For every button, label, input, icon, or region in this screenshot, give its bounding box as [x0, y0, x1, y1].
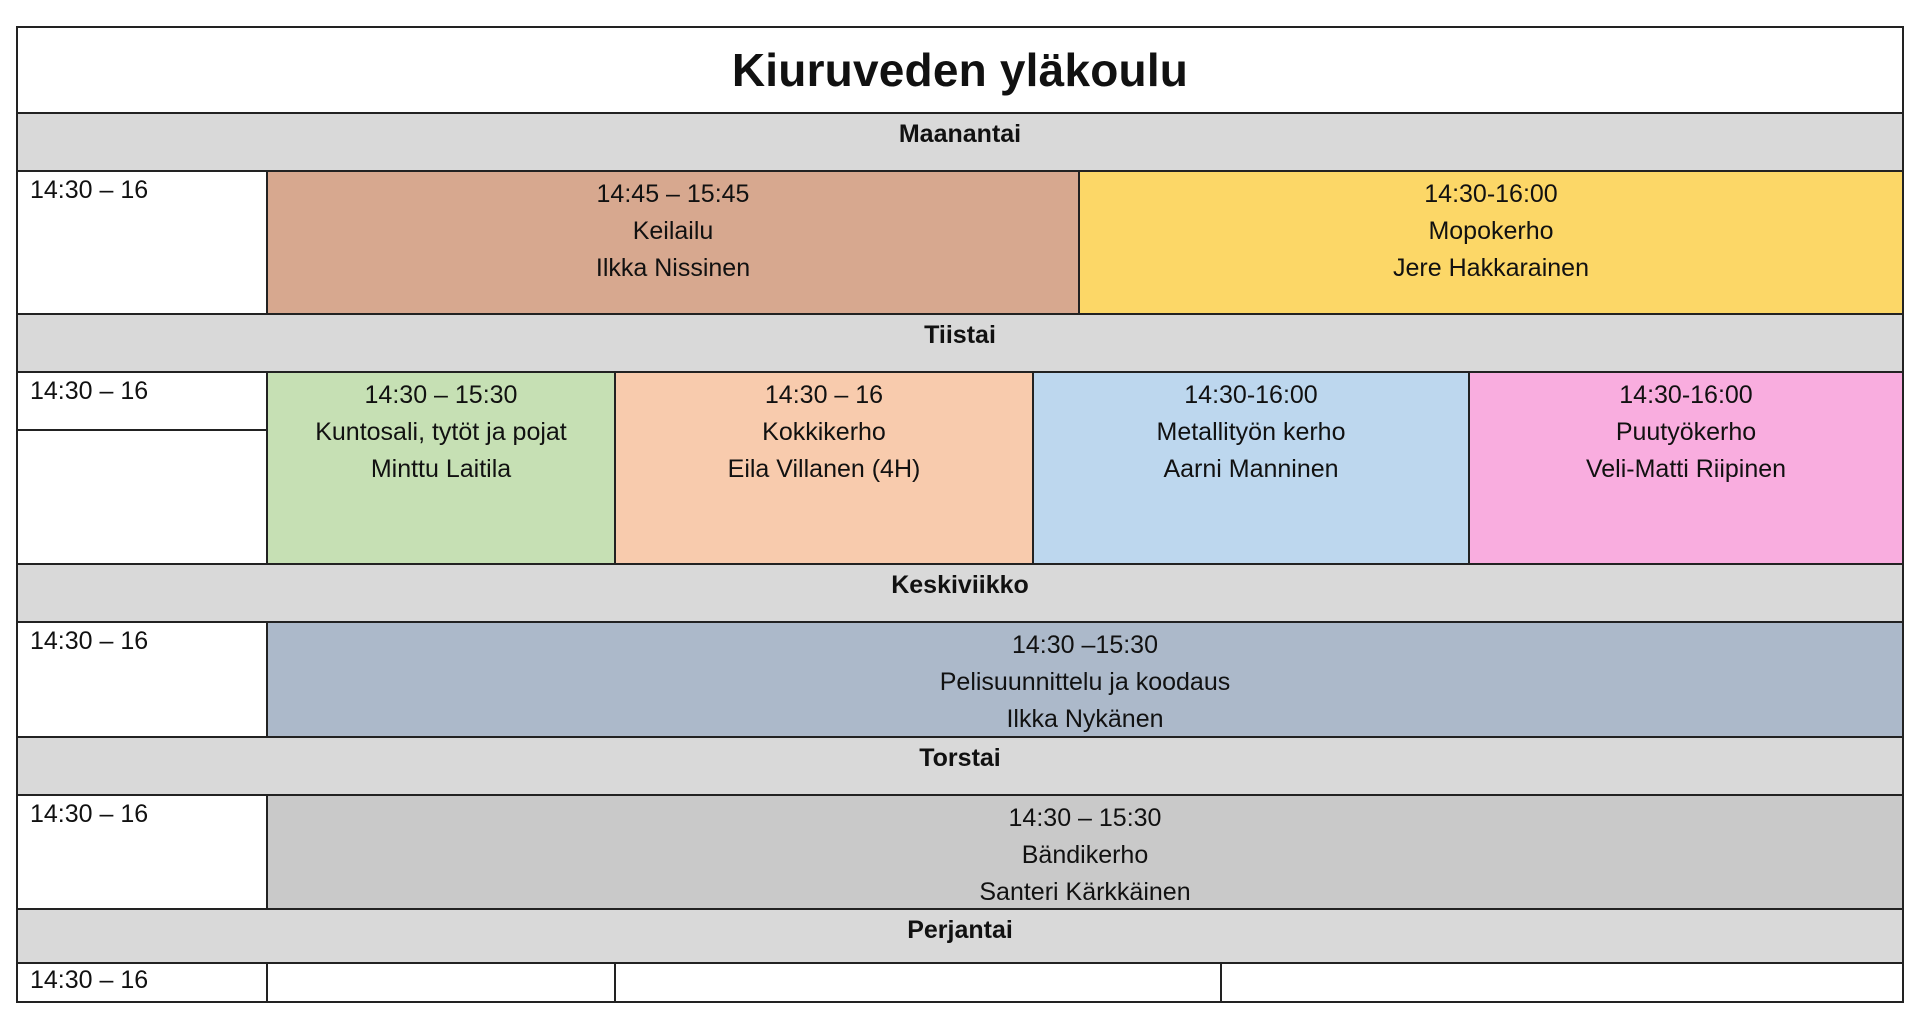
activity-time: 14:30-16:00: [1424, 180, 1558, 208]
page-title: Kiuruveden yläkoulu: [731, 44, 1189, 96]
activity-time: 14:30-16:00: [1184, 381, 1318, 409]
activity-time: 14:30 – 16: [764, 381, 884, 409]
activity-leader: Minttu Laitila: [370, 455, 512, 483]
day-header-tiistai: [16, 315, 1904, 373]
activity-mopokerho: [1080, 172, 1902, 313]
activity-leader: Ilkka Nissinen: [595, 254, 751, 282]
time-cell: [18, 796, 268, 908]
activity-name: Puutyökerho: [1615, 418, 1757, 446]
empty-activity-cell: [616, 964, 1222, 1001]
activity-time: 14:45 – 15:45: [596, 180, 750, 208]
time-cell: [18, 964, 268, 1001]
time-slot: 14:30 – 16: [30, 800, 149, 828]
activity-leader: Ilkka Nykänen: [1006, 705, 1164, 733]
row-maanantai: [16, 172, 1904, 315]
day-name: Keskiviikko: [891, 571, 1029, 599]
activity-pelisuunnittelu: [268, 623, 1902, 736]
day-name: Torstai: [919, 744, 1001, 772]
activity-name: Kuntosali, tytöt ja pojat: [315, 418, 567, 446]
activity-leader: Jere Hakkarainen: [1393, 254, 1589, 282]
time-cell: [18, 623, 268, 736]
day-name: Perjantai: [907, 916, 1013, 944]
row-keskiviikko: [16, 623, 1904, 738]
activity-name: Metallityön kerho: [1156, 418, 1346, 446]
day-header-perjantai: [16, 910, 1904, 964]
activity-name: Pelisuunnittelu ja koodaus: [939, 668, 1231, 696]
day-name: Maanantai: [898, 120, 1022, 148]
activity-leader: Eila Villanen (4H): [727, 455, 921, 483]
activity-leader: Santeri Kärkkäinen: [979, 878, 1191, 906]
activity-leader: Veli-Matti Riipinen: [1585, 455, 1787, 483]
activity-name: Kokkikerho: [762, 418, 886, 446]
day-name: Tiistai: [924, 321, 996, 349]
day-header-keskiviikko: [16, 565, 1904, 623]
activity-time: 14:30 – 15:30: [364, 381, 518, 409]
empty-activity-cell: [1222, 964, 1902, 1001]
activity-bandikerho: [268, 796, 1902, 908]
row-perjantai: [16, 964, 1904, 1003]
time-slot: 14:30 – 16: [30, 627, 149, 655]
schedule-sheet: [16, 26, 1906, 1001]
activity-puutyokerho: [1470, 373, 1902, 563]
page-title-cell: [16, 26, 1904, 114]
empty-activity-cell: [268, 964, 616, 1001]
row-torstai: [16, 796, 1904, 910]
time-slot: 14:30 – 16: [30, 966, 149, 994]
activity-time: 14:30-16:00: [1619, 381, 1753, 409]
activity-name: Mopokerho: [1428, 217, 1554, 245]
activity-keilailu: [268, 172, 1080, 313]
activity-time: 14:30 – 15:30: [1008, 804, 1162, 832]
activity-name: Bändikerho: [1021, 841, 1149, 869]
day-header-maanantai: [16, 114, 1904, 172]
activity-kokkikerho: [616, 373, 1034, 563]
time-cell: [18, 373, 268, 563]
row-tiistai: [16, 373, 1904, 565]
activity-time: 14:30 –15:30: [1012, 631, 1158, 659]
activity-metallityon-kerho: [1034, 373, 1470, 563]
cell-divider: [18, 429, 266, 431]
day-header-torstai: [16, 738, 1904, 796]
activity-kuntosali: [268, 373, 616, 563]
time-cell: [18, 172, 268, 313]
time-slot: 14:30 – 16: [30, 176, 149, 204]
time-slot: 14:30 – 16: [30, 377, 149, 405]
activity-leader: Aarni Manninen: [1163, 455, 1339, 483]
activity-name: Keilailu: [632, 217, 714, 245]
